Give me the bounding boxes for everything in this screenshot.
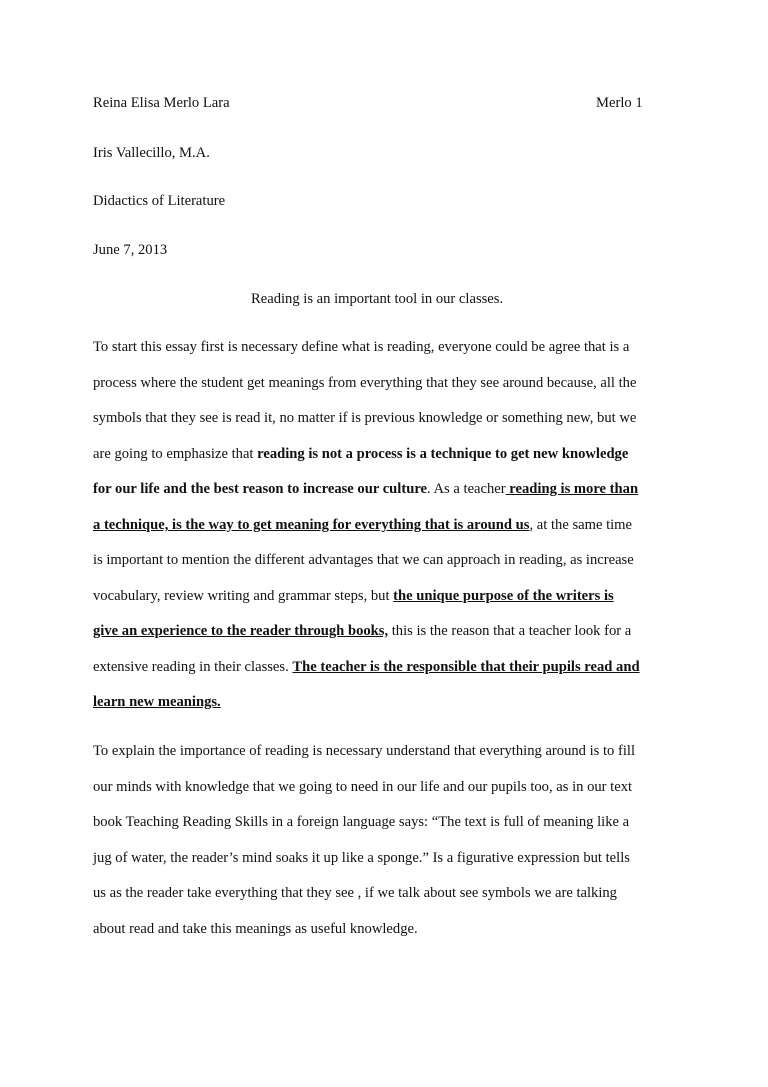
plain-text: are going to emphasize that [93,446,258,462]
bold-underlined-text: learn new meanings. [93,694,221,710]
bold-underlined-text: a technique, is the way to get meaning for everything that is around us [93,517,530,533]
paragraph-1-line-9 [93,622,631,640]
plain-text: extensive reading in their classes. [93,659,293,675]
paragraph-1-line-11 [93,693,221,711]
plain-text: this is the reason that a teacher look for a [388,623,632,639]
paragraph-1-line-7: is important to mention the different advantages that we can approach in reading, as increase [93,552,634,568]
paragraph-1-line-5 [93,480,638,498]
paragraph-1-line-4 [93,445,628,463]
paragraph-2-line-1: To explain the importance of reading is necessary understand that everything around is to fill [93,743,636,759]
instructor-name: Iris Vallecillo, M.A. [93,145,210,161]
page-number: Merlo 1 [596,95,643,111]
plain-text: , at the same time [529,517,633,533]
paragraph-1-line-10 [93,658,640,676]
paragraph-2-line-3: book Teaching Reading Skills in a foreign language says: “The text is full of meaning like a [93,814,630,830]
paragraph-1-line-6 [93,516,632,534]
date: June 7, 2013 [93,242,168,258]
paragraph-1-line-3: symbols that they see is read it, no matter if is previous knowledge or something new, but we [93,410,637,426]
bold-text: reading is not a process is a technique to get new knowledge [257,446,629,462]
paragraph-2-line-6: about read and take this meanings as useful knowledge. [93,921,418,937]
paragraph-1-line-8 [93,587,614,605]
essay-title: Reading is an important tool in our classes. [251,291,504,307]
course-name: Didactics of Literature [93,193,226,209]
plain-text: vocabulary, review writing and grammar steps, but [93,588,394,604]
paragraph-2-line-5: us as the reader take everything that they see , if we talk about see symbols we are talking [93,885,617,901]
bold-text: for our life and the best reason to increase our culture [93,481,428,497]
paragraph-1-line-2: process where the student get meanings from everything that they see around because, all the [93,375,637,391]
paragraph-1-line-1: To start this essay first is necessary define what is reading, everyone could be agree that is a [93,339,630,355]
bold-underlined-text: The teacher is the responsible that their pupils read and [292,659,640,675]
paragraph-2-line-2: our minds with knowledge that we going to need in our life and our pupils too, as in our text [93,779,633,795]
paragraph-2-line-4: jug of water, the reader’s mind soaks it up like a sponge.” Is a figurative expression but tells [93,850,630,866]
bold-underlined-text: reading is more than [505,481,639,497]
plain-text: . As a teacher [427,481,506,497]
author-name: Reina Elisa Merlo Lara [93,95,230,111]
bold-underlined-text: give an experience to the reader through books, [93,623,389,639]
bold-underlined-text: the unique purpose of the writers is [393,588,614,604]
